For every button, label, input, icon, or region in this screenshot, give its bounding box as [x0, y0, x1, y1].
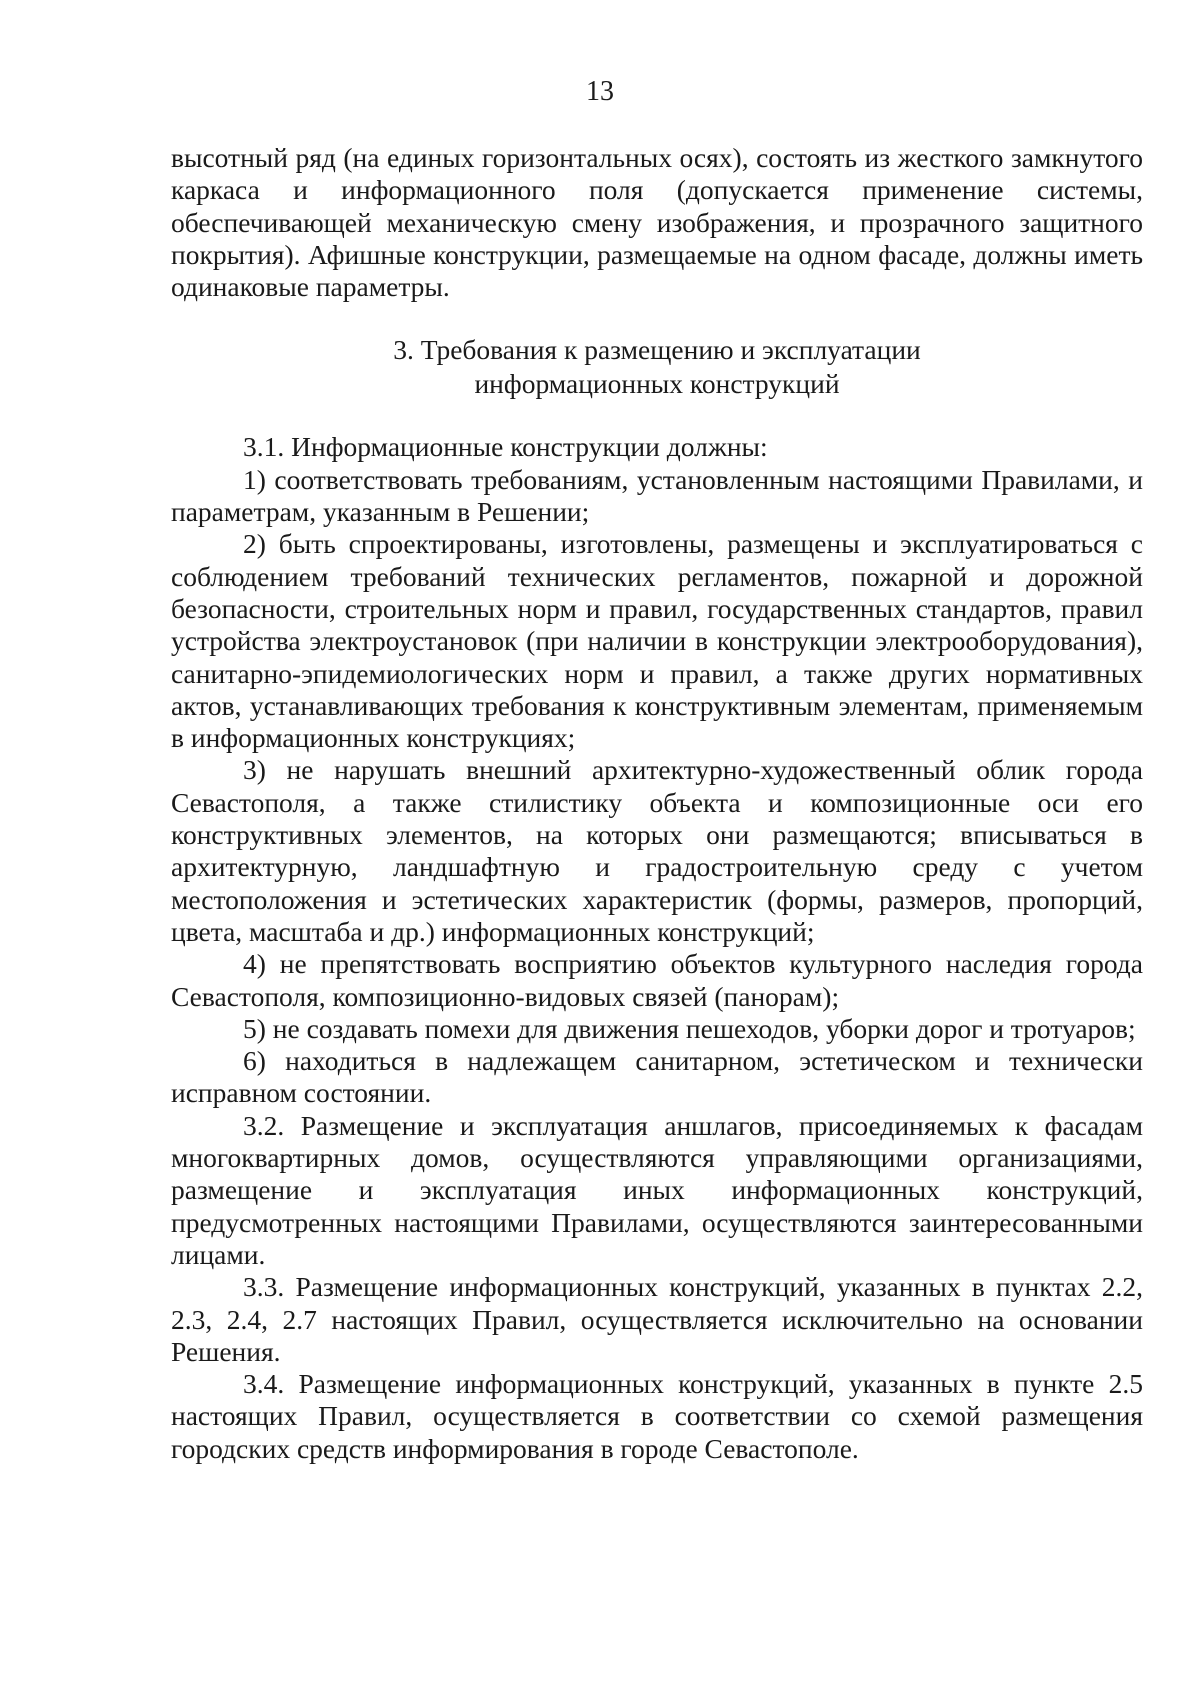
clause-3-1-item-6: 6) находиться в надлежащем санитарном, эстетическом и технически исправном состоянии. — [171, 1045, 1143, 1109]
clause-3-1-item-4: 4) не препятствовать восприятию объектов культурного наследия города Севастополя, композиционно-видовых связей (панорам); — [171, 948, 1143, 1012]
intro-paragraph: высотный ряд (на единых горизонтальных осях), состоять из жесткого замкнутого каркаса и информационного поля (допускается применение системы, обеспечивающей механическую смену изображения, и прозрачного защитного покрытия). Афишные конструкции, размещаемые на одном фасаде, должны иметь одинаковые параметры. — [171, 142, 1143, 303]
clause-3-1-item-5: 5) не создавать помехи для движения пешеходов, уборки дорог и тротуаров; — [243, 1012, 1136, 1044]
clause-3-2: 3.2. Размещение и эксплуатация аншлагов, присоединяемых к фасадам многоквартирных домов, осуществляются управляющими организациями, размещение и эксплуатация иных информационных конструкций, предусмотренных настоящими Правилами, осуществляются заинтересованными лицами. — [171, 1109, 1143, 1270]
clause-3-1: 3.1. Информационные конструкции должны: — [243, 431, 768, 463]
clause-3-1-item-3: 3) не нарушать внешний архитектурно-художественный облик города Севастополя, а также стилистику объекта и композиционные оси его конструктивных элементов, на которых они размещаются; вписываться в архитектурную, ландшафтную и градостроительную среду с учетом местоположения и эстетических характеристик (формы, размеров, пропорций, цвета, масштаба и др.) информационных конструкций; — [171, 754, 1143, 947]
clause-3-3: 3.3. Размещение информационных конструкций, указанных в пунктах 2.2, 2.3, 2.4, 2.7 настоящих Правил, осуществляется исключительно на основании Решения. — [171, 1271, 1143, 1367]
section-title — [171, 333, 1143, 401]
page-number: 13 — [586, 76, 614, 107]
section-title-line-1: 3. Требования к размещению и эксплуатации — [393, 334, 921, 366]
section-title-line-2: информационных конструкций — [474, 368, 840, 400]
clause-3-1-item-1: 1) соответствовать требованиям, установленным настоящими Правилами, и параметрам, указанным в Решении; — [171, 463, 1143, 528]
clause-3-1-item-2: 2) быть спроектированы, изготовлены, размещены и эксплуатироваться с соблюдением требований технических регламентов, пожарной и дорожной безопасности, строительных норм и правил, государственных стандартов, правил устройства электроустановок (при наличии в конструкции электрооборудования), санитарно-эпидемиологических норм и правил, а также других нормативных актов, устанавливающих требования к конструктивным элементам, применяемым в информационных конструкциях; — [171, 528, 1143, 754]
clause-3-4: 3.4. Размещение информационных конструкций, указанных в пункте 2.5 настоящих Правил, осуществляется в соответствии со схемой размещения городских средств информирования в городе Севастополе. — [171, 1368, 1143, 1464]
document-body — [171, 142, 1143, 1465]
